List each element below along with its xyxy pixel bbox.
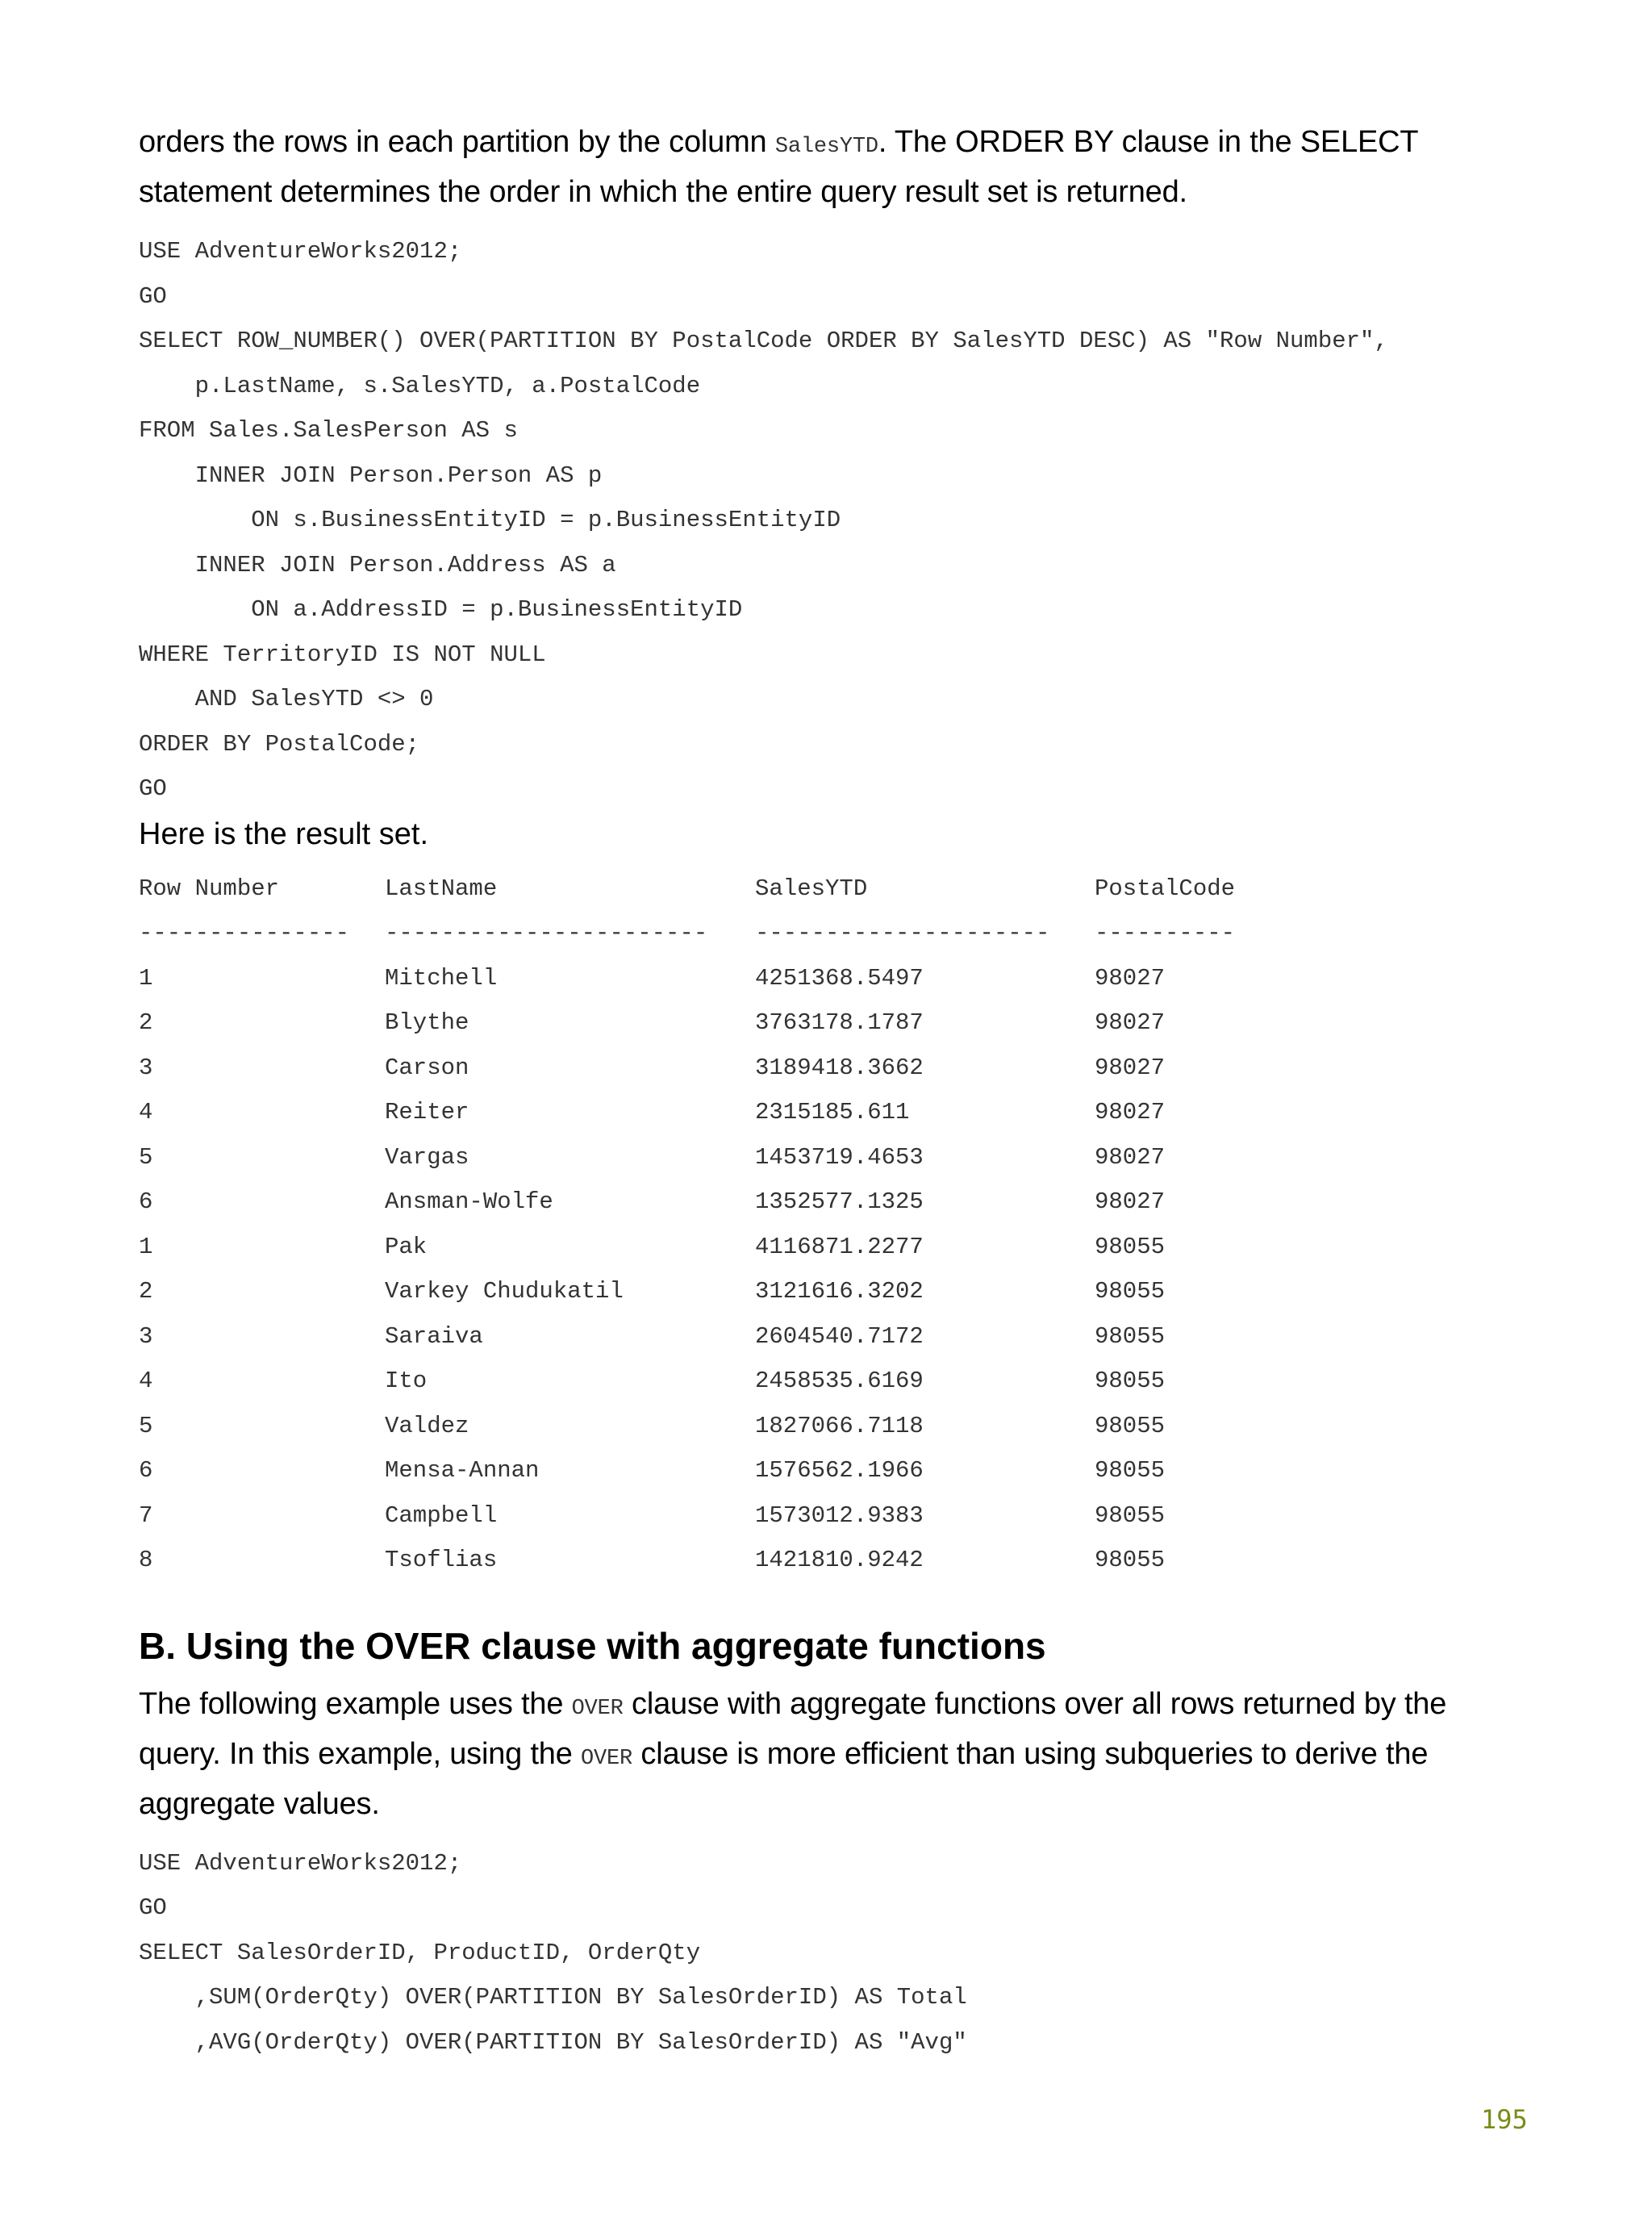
separator: -----------------------: [385, 920, 708, 946]
cell-row-number: 1: [139, 964, 153, 992]
cell-salesytd: 1576562.1966: [755, 1457, 924, 1484]
table-row: [139, 1225, 1526, 1270]
inline-code-over: OVER: [571, 1696, 624, 1721]
intro-text-2: . The ORDER BY clause in the SELECT statement determines the order in which the entire query result set is returned.: [139, 125, 1418, 209]
separator: ---------------------: [755, 920, 1050, 946]
code-line: USE AdventureWorks2012;: [139, 238, 462, 265]
cell-salesytd: 1453719.4653: [755, 1143, 924, 1171]
cell-lastname: Campbell: [385, 1501, 498, 1529]
table-header-row: [139, 867, 1526, 912]
header-postalcode: PostalCode: [1095, 875, 1236, 902]
cell-salesytd: 3763178.1787: [755, 1009, 924, 1036]
document-page: [139, 119, 1526, 2065]
inline-code-over: OVER: [581, 1746, 633, 1771]
cell-postalcode: 98055: [1095, 1412, 1166, 1439]
code-line: INNER JOIN Person.Person AS p: [139, 461, 603, 489]
table-row: [139, 1090, 1526, 1135]
code-line: FROM Sales.SalesPerson AS s: [139, 417, 518, 444]
section-b-text-2: clause with aggregate functions over all rows returned by the query. In this example, using the: [139, 1686, 1447, 1771]
cell-salesytd: 4116871.2277: [755, 1233, 924, 1260]
cell-row-number: 5: [139, 1143, 153, 1171]
cell-postalcode: 98055: [1095, 1322, 1166, 1350]
code-line: ON s.BusinessEntityID = p.BusinessEntityID: [139, 507, 841, 533]
cell-row-number: 4: [139, 1099, 153, 1126]
cell-row-number: 8: [139, 1547, 153, 1573]
cell-postalcode: 98055: [1095, 1368, 1166, 1394]
cell-salesytd: 2315185.611: [755, 1099, 910, 1126]
table-row: [139, 1493, 1526, 1539]
header-row-number: Row Number: [139, 875, 280, 902]
cell-lastname: Valdez: [385, 1412, 469, 1439]
code-line: WHERE TerritoryID IS NOT NULL: [139, 641, 546, 668]
code-line: GO: [139, 1894, 167, 1921]
cell-postalcode: 98027: [1095, 1188, 1166, 1215]
result-table: [139, 867, 1526, 1583]
table-separator-row: [139, 911, 1526, 956]
cell-salesytd: 4251368.5497: [755, 964, 924, 992]
cell-lastname: Blythe: [385, 1009, 469, 1036]
code-line: ON a.AddressID = p.BusinessEntityID: [139, 596, 743, 623]
cell-salesytd: 1352577.1325: [755, 1188, 924, 1215]
section-b-heading: B. Using the OVER clause with aggregate functions: [139, 1624, 1046, 1667]
table-row: [139, 1359, 1526, 1404]
cell-salesytd: 1573012.9383: [755, 1501, 924, 1529]
table-row: [139, 1000, 1526, 1046]
code-line: p.LastName, s.SalesYTD, a.PostalCode: [139, 372, 701, 399]
header-lastname: LastName: [385, 875, 498, 902]
cell-postalcode: 98027: [1095, 1054, 1166, 1081]
table-row: [139, 1046, 1526, 1091]
section-b-text-3: clause is more efficient than using subqueries to derive the aggregate values.: [139, 1736, 1429, 1821]
cell-lastname: Mensa-Annan: [385, 1457, 540, 1484]
section-b-paragraph: [139, 1681, 1526, 1827]
cell-lastname: Pak: [385, 1233, 428, 1260]
cell-lastname: Varkey Chudukatil: [385, 1278, 624, 1305]
cell-postalcode: 98055: [1095, 1457, 1166, 1484]
page-number: 195: [1481, 2104, 1528, 2135]
cell-row-number: 2: [139, 1278, 153, 1305]
code-line: INNER JOIN Person.Address AS a: [139, 551, 616, 578]
cell-row-number: 6: [139, 1457, 153, 1484]
table-row: [139, 1448, 1526, 1493]
cell-lastname: Saraiva: [385, 1322, 483, 1350]
table-row: [139, 1314, 1526, 1359]
intro-paragraph: [139, 119, 1526, 215]
result-set-heading: Here is the result set.: [139, 816, 429, 851]
cell-postalcode: 98055: [1095, 1547, 1166, 1573]
cell-row-number: 5: [139, 1412, 153, 1439]
code-line: ,SUM(OrderQty) OVER(PARTITION BY SalesOrderID) AS Total: [139, 1984, 967, 2011]
code-block-row-number-query: [139, 229, 1526, 812]
separator: ---------------: [139, 920, 350, 946]
code-block-aggregate-query: [139, 1841, 1526, 2065]
cell-salesytd: 2604540.7172: [755, 1322, 924, 1350]
cell-lastname: Ito: [385, 1368, 428, 1394]
intro-text-1: orders the rows in each partition by the column: [139, 125, 775, 159]
code-line: AND SalesYTD <> 0: [139, 686, 434, 712]
table-row: [139, 956, 1526, 1001]
cell-row-number: 4: [139, 1368, 153, 1394]
code-line: SELECT SalesOrderID, ProductID, OrderQty: [139, 1939, 701, 1966]
cell-row-number: 7: [139, 1501, 153, 1529]
code-line: GO: [139, 282, 167, 310]
cell-postalcode: 98027: [1095, 1009, 1166, 1036]
cell-lastname: Vargas: [385, 1143, 469, 1171]
cell-postalcode: 98055: [1095, 1501, 1166, 1529]
cell-salesytd: 3121616.3202: [755, 1278, 924, 1305]
table-row: [139, 1135, 1526, 1180]
cell-row-number: 2: [139, 1009, 153, 1036]
cell-postalcode: 98027: [1095, 964, 1166, 992]
code-line: ORDER BY PostalCode;: [139, 730, 420, 758]
cell-lastname: Mitchell: [385, 964, 498, 992]
cell-lastname: Carson: [385, 1054, 469, 1081]
table-row: [139, 1269, 1526, 1314]
code-line: GO: [139, 775, 167, 802]
cell-salesytd: 1827066.7118: [755, 1412, 924, 1439]
section-b-text-1: The following example uses the: [139, 1686, 572, 1721]
cell-lastname: Ansman-Wolfe: [385, 1188, 553, 1215]
header-salesytd: SalesYTD: [755, 875, 868, 902]
cell-lastname: Tsoflias: [385, 1547, 498, 1573]
cell-postalcode: 98027: [1095, 1099, 1166, 1126]
cell-salesytd: 1421810.9242: [755, 1547, 924, 1573]
code-line: USE AdventureWorks2012;: [139, 1849, 462, 1877]
cell-salesytd: 3189418.3662: [755, 1054, 924, 1081]
cell-postalcode: 98027: [1095, 1143, 1166, 1171]
code-line: ,AVG(OrderQty) OVER(PARTITION BY SalesOrderID) AS "Avg": [139, 2028, 967, 2056]
cell-row-number: 6: [139, 1188, 153, 1215]
table-row: [139, 1538, 1526, 1583]
table-row: [139, 1404, 1526, 1449]
cell-row-number: 3: [139, 1322, 153, 1350]
code-line: SELECT ROW_NUMBER() OVER(PARTITION BY PostalCode ORDER BY SalesYTD DESC) AS "Row Number",: [139, 328, 1388, 354]
cell-row-number: 3: [139, 1054, 153, 1081]
separator: ----------: [1095, 920, 1236, 946]
cell-postalcode: 98055: [1095, 1278, 1166, 1305]
inline-code-salesytd: SalesYTD: [774, 135, 878, 159]
cell-salesytd: 2458535.6169: [755, 1368, 924, 1394]
table-row: [139, 1180, 1526, 1225]
cell-postalcode: 98055: [1095, 1233, 1166, 1260]
cell-lastname: Reiter: [385, 1099, 469, 1126]
cell-row-number: 1: [139, 1233, 153, 1260]
